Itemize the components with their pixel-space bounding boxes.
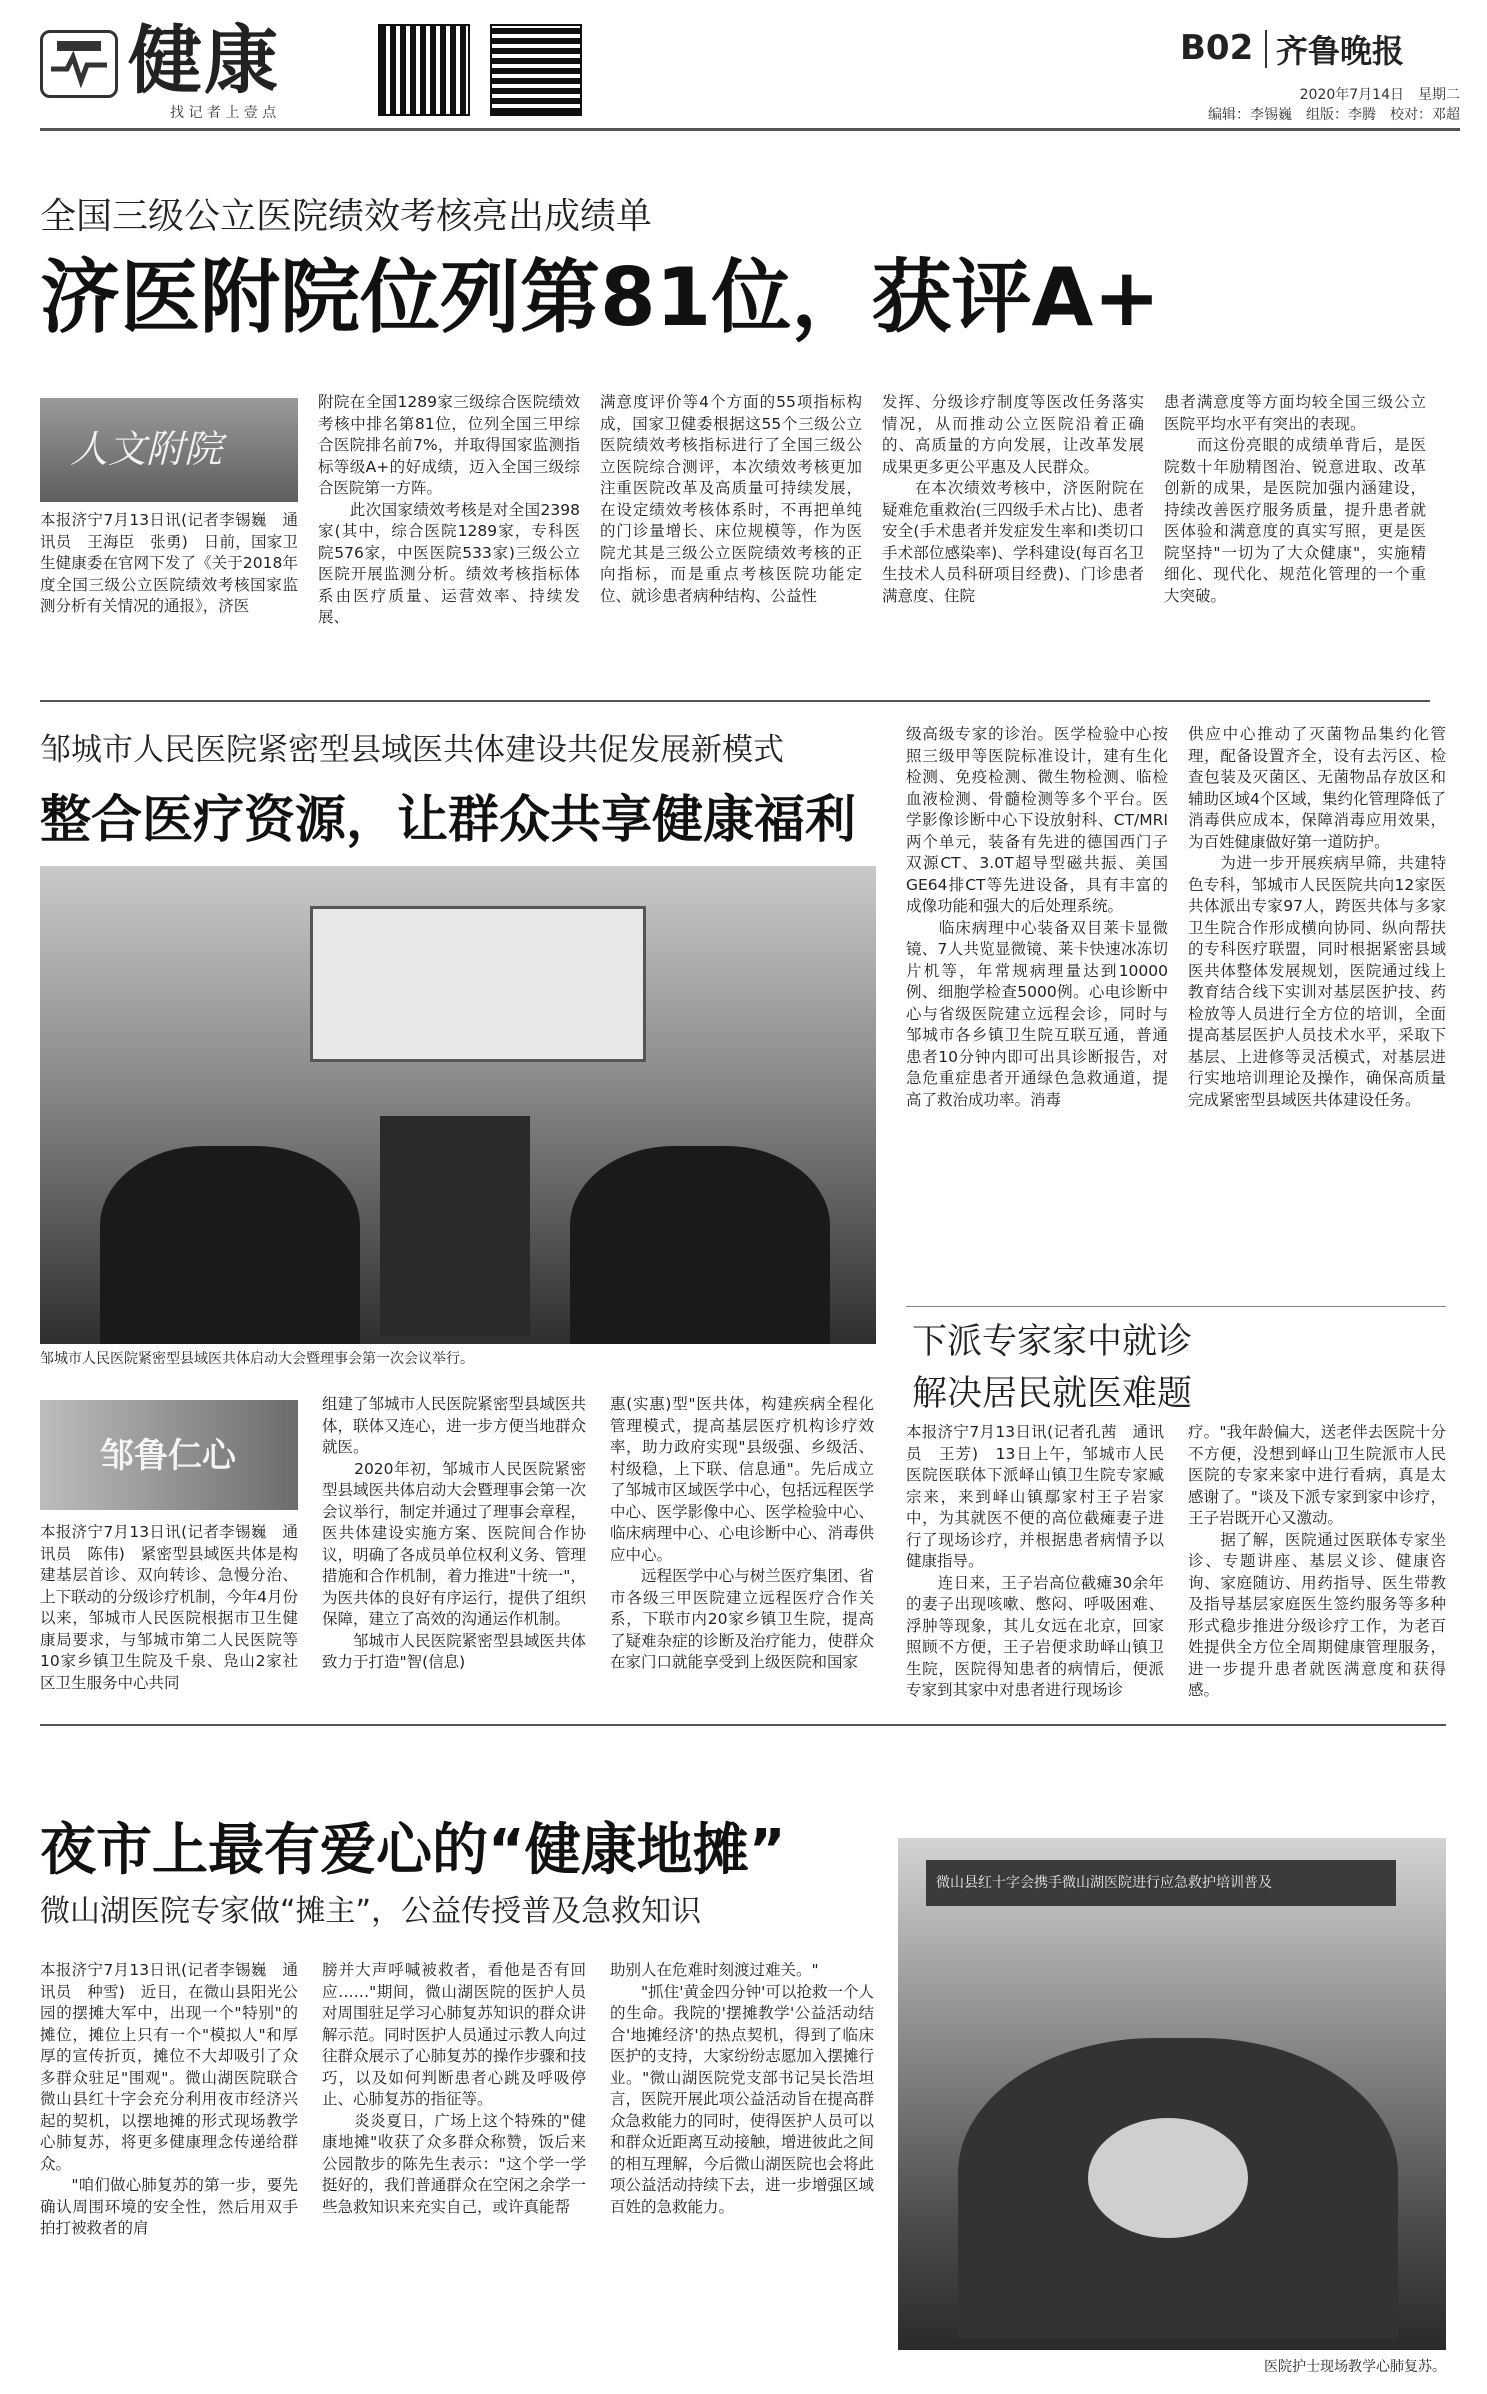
health-logo-icon: [40, 30, 118, 98]
story2-col-right2: 供应中心推动了灭菌物品集约化管理，配备设置齐全，设有去污区、检查包装及灭菌区、无菌物品存放区和辅助区域4个区域，集约化管理降低了消毒供应成本，保障消毒应用效果，为百姓健康做好第一道防护。 为进一步开展疾病早筛，共建特色专科，邹城市人民医院共向12家医共体派出专家97人，跨医共体与多家卫生院合作形成横向协同、纵向帮扶的专科医疗联盟，同时根据紧密县域医共体整体发展规划，医院通过线上教育结合线下实训对基层医护技、药检放等人员进行全方位的培训，全面提高基层医护人员技术水平，采取下基层、上进修等灵活模式，对基层进行实地培训理论及操作，确保高质量完成紧密型县域医共体建设任务。: [1188, 725, 1446, 1109]
story2-col-b1: 本报济宁7月13日讯(记者李锡巍 通讯员 陈伟) 紧密型县域医共体是构建基层首诊、双向转诊、急慢分治、上下联动的分级诊疗机制，今年4月份以来，邹城市人民医院根据市卫生健康局要求，与邹城市第二人民医院等10家乡镇卫生院及千泉、凫山2家社区卫生服务中心共同: [40, 1523, 298, 1692]
story2-col-right1: 级高级专家的诊治。医学检验中心按照三级甲等医院标准设计，建有生化检测、免疫检测、微生物检测、临检血液检测、骨髓检测等多个平台。医学影像诊断中心下设放射科、CT/MRI两个单元，装备有先进的德国西门子双源CT、3.0T超导型磁共振、美国GE64排CT等先进设备，具有丰富的成像功能和强大的后处理系统。 临床病理中心装备双目莱卡显微镜、7人共览显微镜、莱卡快速冰冻切片机等，年常规病理量达到10000例、细胞学检查5000例。心电诊断中心与省级医院建立远程会诊，同时与邹城市各乡镇卫生院互联互通，普通患者10分钟内即可出具诊断报告，对急危重症患者开通绿色急救通道，提高了救治成功率。消毒: [906, 725, 1168, 1109]
column-banner-text: 人文附院: [70, 427, 223, 471]
story3-col2: 疗。"我年龄偏大，送老伴去医院十分不方便，没想到峄山卫生院派市人民医院的专家来家中进行看病，真是太感谢了。"谈及下派专家到家中诊疗，王子岩既开心又激动。 据了解，医院通过医联体专家坐诊、专题讲座、基层义诊、健康咨询、家庭随访、用药指导、医生带教及指导基层家庭医生签约服务等多种形式稳步推进分级诊疗工作，为老百姓提供全方位全周期健康管理服务，进一步提升患者就医满意度和获得感。: [1188, 1423, 1446, 1699]
story3-col1: 本报济宁7月13日讯(记者孔茜 通讯员 王芳) 13日上午，邹城市人民医院医联体下派峄山镇卫生院专家臧宗来，来到峄山镇鄢家村王子岩家中，为其就医不便的高位截瘫妻子进行了现场诊疗，并根据患者病情予以健康指导。 连日来，王子岩高位截瘫30余年的妻子出现咳嗽、憋闷、呼吸困难、浮肿等现象，其儿女远在北京，回家照顾不方便，王子岩便求助峄山镇卫生院，医院得知患者的病情后，便派专家到其家中对患者进行现场诊: [906, 1423, 1164, 1699]
qr-code-icon: [378, 24, 470, 116]
story2-headline: 整合医疗资源，让群众共享健康福利: [40, 791, 857, 850]
story4-headline: 夜市上最有爱心的“健康地摊”: [40, 1818, 786, 1883]
paper-name: 齐鲁晚报: [1276, 32, 1405, 70]
story4-col2: 膀并大声呼喊被救者，看他是否有回应……"期间，微山湖医院的医护人员对周围驻足学习心肺复苏知识的群众讲解示范。同时医护人员通过示教人向过往群众展示了心肺复苏的操作步骤和技巧，以及如何判断患者心跳及呼吸停止、心肺复苏的指征等。 炎炎夏日，广场上这个特殊的"健康地摊"收获了众多群众称赞，饭后来公园散步的陈先生表示："这个学一学挺好的，我们普通群众在空闲之余学一些急救知识来充实自己，或许真能帮: [322, 1961, 586, 2216]
story2-col-b2: 组建了邹城市人民医院紧密型县域医共体，联体又连心，进一步方便当地群众就医。 2020年初，邹城市人民医院紧密型县域医共体启动大会暨理事会第一次会议举行，制定并通过了理事会章程，医共体建设实施方案、医院间合作协议，明确了各成员单位权利义务、管理措施和合作机制，着力推进"十统一"，为医共体的良好有序运行，提供了组织保障，建立了高效的沟通运作机制。 邹城市人民医院紧密型县域医共体致力于打造"智(信息): [322, 1395, 586, 1671]
column-banner-text: 邹鲁仁心: [100, 1436, 236, 1476]
issue-date: 2020年7月14日 星期二: [1299, 87, 1460, 103]
story2-kicker: 邹城市人民医院紧密型县域医共体建设共促发展新模式: [40, 732, 784, 768]
story3-headline: 下派专家家中就诊 解决居民就医难题: [912, 1322, 1193, 1414]
column-banner-image: [40, 398, 298, 502]
cpr-training-photo: [898, 1838, 1446, 2350]
story1-col4: 发挥、分级诊疗制度等医改任务落实情况，从而推动公立医院沿着正确的、高质量的方向发展，让改革发展成果更多更公平惠及人民群众。 在本次绩效考核中，济医附院在疑难危重救治(三四级手术占比)、患者安全(手术患者并发症发生率和Ⅰ类切口手术部位感染率)、学科建设(每百名卫生技术人员科研项目经费)、门诊患者满意度、住院: [882, 393, 1144, 605]
story1-headline: 济医附院位列第81位，获评A+: [40, 251, 1161, 344]
qr-code-icon: [490, 24, 582, 116]
meeting-photo-caption: 邹城市人民医院紧密型县域医共体启动大会暨理事会第一次会议举行。: [40, 1351, 474, 1367]
meeting-photo: [40, 866, 876, 1344]
section-title: 健康: [128, 18, 280, 104]
story1-col1: 本报济宁7月13日讯(记者李锡巍 通讯员 王海臣 张勇) 日前，国家卫生健康委在官网下发了《关于2018年度全国三级公立医院绩效考核国家监测分析有关情况的通报》，济医: [40, 511, 298, 615]
story1-col3: 满意度评价等4个方面的55项指标构成，国家卫健委根据这55个三级公立医院绩效考核指标进行了全国三级公立医院综合测评，本次绩效考核更加注重医院改革及高质量可持续发展，在设定绩效考核体系时，不再把单纯的门诊量增长、床位规模等，作为医院尤其是三级公立医院绩效考核的正向指标，而是重点考核医院功能定位、就诊患者病种结构、公益性: [600, 393, 862, 605]
editor-credits: 编辑：李锡巍 组版：李腾 校对：邓超: [1208, 107, 1460, 123]
training-banner-text: 微山县红十字会携手微山湖医院进行应急救护培训普及: [936, 1875, 1272, 1891]
story1-col5: 患者满意度等方面均较全国三级公立医院平均水平有突出的表现。 而这份亮眼的成绩单背后，是医院数十年励精图治、锐意进取、改革创新的成果，是医院加强内涵建设，持续改善医疗服务质量，提升患者就医体验和满意度的真实写照，更是医院坚持"一切为了大众健康"，实施精细化、现代化、规范化管理的一个重大突破。: [1164, 393, 1426, 605]
story4-col1: 本报济宁7月13日讯(记者李锡巍 通讯员 种雪) 近日，在微山县阳光公园的摆摊大军中，出现一个"特别"的摊位，摊位上只有一个"模拟人"和厚厚的宣传折页，摊位不大却吸引了众多群众驻足"围观"。微山湖医院联合微山县红十字会充分利用夜市经济兴起的契机，以摆地摊的形式现场教学心肺复苏，将更多健康理念传递给群众。 "咱们做心肺复苏的第一步，要先确认周围环境的安全性，然后用双手拍打被救者的肩: [40, 1961, 298, 2237]
story1-col2: 附院在全国1289家三级综合医院绩效考核中排名第81位，位列全国三甲综合医院排名前7%，并取得国家监测指标等级A+的好成绩，迈入全国三级综合医院第一方阵。 此次国家绩效考核是对全国2398家(其中，综合医院1289家，专科医院576家，中医医院533家)三级公立医院开展监测分析。绩效考核指标体系由医疗质量、运营效率、持续发展、: [318, 393, 580, 626]
column-banner-image: [40, 1400, 298, 1510]
page-number: B02: [1180, 28, 1254, 68]
story4-subhead: 微山湖医院专家做“摊主”，公益传授普及急救知识: [40, 1894, 702, 1929]
cpr-photo-caption: 医院护士现场教学心肺复苏。: [1264, 2359, 1446, 2375]
section-slogan: 找 记 者 上 壹 点: [170, 105, 277, 121]
story4-col3: 助别人在危难时刻渡过难关。" "抓住'黄金四分钟'可以抢救一个人的生命。我院的'摆摊教学'公益活动结合'地摊经济'的热点契机，得到了临床医护的支持，大家纷纷志愿加入摆摊行业。"微山湖医院党支部书记吴长浩坦言，医院开展此项公益活动旨在提高群众急救能力的同时，使得医护人员可以和群众近距离互动接触，增进彼此之间的相互理解，今后微山湖医院也会将此项公益活动持续下去，进一步增强区域百姓的急救能力。: [610, 1961, 874, 2216]
story2-col-b3: 惠(实惠)型"医共体，构建疾病全程化管理模式，提高基层医疗机构诊疗效率，助力政府实现"县级强、乡级活、村级稳，上下联、信息通"。先后成立了邹城市区域医学中心，包括远程医学中心、医学影像中心、医学检验中心、临床病理中心、心电诊断中心、消毒供应中心。 远程医学中心与树兰医疗集团、省市各级三甲医院建立远程医疗合作关系，下联市内20家乡镇卫生院，提高了疑难杂症的诊断及治疗能力，使群众在家门口就能享受到上级医院和国家: [610, 1395, 874, 1671]
story1-kicker: 全国三级公立医院绩效考核亮出成绩单: [40, 196, 653, 237]
